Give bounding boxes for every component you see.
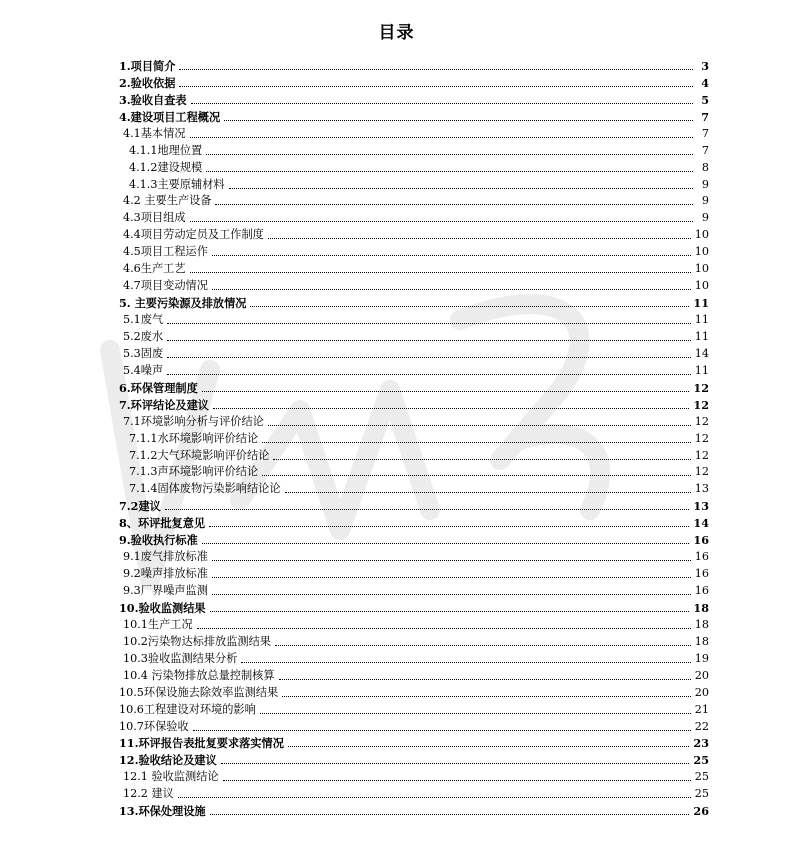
toc-entry-label: 7.1.1水环境影响评价结论 <box>129 431 259 445</box>
toc-entry-page: 11 <box>694 363 709 377</box>
toc-entry-label: 6.环保管理制度 <box>119 380 198 395</box>
toc-entry-page: 12 <box>693 380 709 395</box>
toc-entry-label: 7.环评结论及建议 <box>119 397 209 412</box>
toc-entry-page: 13 <box>693 499 709 514</box>
toc-entry-label: 4.1.1地理位置 <box>129 143 203 157</box>
toc-entry-label: 5.4噪声 <box>123 363 164 377</box>
toc-leader-dots <box>212 255 691 256</box>
toc-leader-dots <box>229 188 693 189</box>
toc-entry-label: 13.环保处理设施 <box>119 804 206 819</box>
toc-entry-label: 1.项目简介 <box>119 58 176 73</box>
toc-entry-page: 14 <box>693 516 709 531</box>
toc-entry[interactable] <box>119 242 709 259</box>
toc-entry-label: 12.验收结论及建议 <box>119 753 217 768</box>
toc-entry-page: 10 <box>694 279 709 293</box>
toc-entry[interactable] <box>119 784 709 801</box>
toc-entry-page: 10 <box>694 228 709 242</box>
toc-leader-dots <box>210 814 690 815</box>
toc-entry-page: 20 <box>694 685 709 699</box>
toc-leader-dots <box>275 645 691 646</box>
toc-entry[interactable] <box>119 73 709 90</box>
toc-leader-dots <box>193 730 691 731</box>
toc-entry[interactable] <box>119 547 709 564</box>
toc-entry[interactable] <box>119 293 709 310</box>
toc-entry[interactable] <box>119 276 709 293</box>
toc-leader-dots <box>191 103 693 104</box>
toc-entry-label: 4.7项目变动情况 <box>123 279 208 293</box>
toc-entry-page: 12 <box>694 465 709 479</box>
toc-entry[interactable] <box>119 479 709 496</box>
toc-entry-page: 12 <box>693 397 709 412</box>
toc-entry-page: 20 <box>694 668 709 682</box>
toc-entry[interactable] <box>119 598 709 615</box>
toc-entry-page: 25 <box>694 770 709 784</box>
toc-entry-label: 9.2噪声排放标准 <box>123 567 208 581</box>
toc-entry-label: 4.1.3主要原辅材料 <box>129 177 225 191</box>
toc-entry-label: 10.验收监测结果 <box>119 600 206 615</box>
toc-leader-dots <box>209 526 689 527</box>
toc-entry-page: 9 <box>701 194 709 208</box>
toc-entry[interactable] <box>119 717 709 734</box>
toc-entry-page: 19 <box>694 651 709 665</box>
toc-entry-label: 11.环评报告表批复要求落实情况 <box>119 736 284 751</box>
toc-leader-dots <box>212 289 691 290</box>
toc-entry[interactable] <box>119 496 709 513</box>
toc-entry-label: 5.3固废 <box>123 346 164 360</box>
toc-leader-dots <box>212 560 691 561</box>
toc-entry-page: 12 <box>694 448 709 462</box>
toc-leader-dots <box>262 475 691 476</box>
toc-leader-dots <box>212 594 691 595</box>
toc-leader-dots <box>268 425 691 426</box>
toc-entry-label: 10.7环保验收 <box>119 719 189 733</box>
toc-entry-page: 11 <box>693 296 709 311</box>
toc-entry-label: 7.2建议 <box>119 499 161 514</box>
toc-entry[interactable] <box>119 208 709 225</box>
toc-entry-page: 10 <box>694 262 709 276</box>
toc-entry-label: 10.1生产工况 <box>123 617 193 631</box>
toc-entry-label: 12.1 验收监测结论 <box>123 770 219 784</box>
toc-entry-page: 9 <box>701 177 709 191</box>
toc-entry[interactable] <box>119 446 709 463</box>
toc-entry-page: 11 <box>694 313 709 326</box>
toc-entry-label: 10.5环保设施去除效率监测结果 <box>119 685 279 699</box>
toc-leader-dots <box>215 204 693 205</box>
toc-entry-label: 8、环评批复意见 <box>119 516 206 531</box>
toc-entry-label: 9.1废气排放标准 <box>123 550 208 564</box>
toc-leader-dots <box>224 120 693 121</box>
toc-entry-label: 10.2污染物达标排放监测结果 <box>123 634 271 648</box>
toc-entry[interactable] <box>119 412 709 429</box>
toc-entry-label: 9.验收执行标准 <box>119 533 198 548</box>
toc-entry-label: 4.1.2建设规模 <box>129 160 203 174</box>
toc-entry[interactable] <box>119 90 709 107</box>
toc-leader-dots <box>190 272 691 273</box>
toc-leader-dots <box>179 69 693 70</box>
toc-entry-label: 4.建设项目工程概况 <box>119 109 221 124</box>
toc-entry-page: 10 <box>694 245 709 259</box>
page-title: 目录 <box>378 23 415 43</box>
toc-entry-label: 5. 主要污染源及排放情况 <box>119 296 247 311</box>
toc-entry[interactable] <box>119 734 709 751</box>
toc-entry[interactable] <box>119 632 709 649</box>
toc-entry[interactable] <box>119 463 709 480</box>
toc-leader-dots <box>223 780 691 781</box>
toc-entry-page: 18 <box>694 617 709 631</box>
toc-entry-page: 22 <box>694 719 709 733</box>
toc-entry[interactable] <box>119 158 709 175</box>
toc-entry-label: 10.6工程建设对环境的影响 <box>119 702 256 716</box>
toc-entry-label: 12.2 建议 <box>123 787 174 801</box>
toc-entry-page: 7 <box>701 143 709 157</box>
toc-entry-label: 7.1.3声环境影响评价结论 <box>129 465 259 479</box>
toc-leader-dots <box>268 238 691 239</box>
toc-entry[interactable] <box>119 581 709 598</box>
toc-entry-label: 2.验收依据 <box>119 75 176 90</box>
toc-entry[interactable] <box>119 327 709 344</box>
toc-entry-label: 4.6生产工艺 <box>123 262 186 276</box>
toc-leader-dots <box>167 340 691 341</box>
toc-entry[interactable] <box>119 750 709 767</box>
toc-leader-dots <box>282 696 691 697</box>
toc-leader-dots <box>206 171 693 172</box>
toc-leader-dots <box>206 154 693 155</box>
toc-entry[interactable] <box>119 141 709 158</box>
toc-entry-page: 25 <box>694 787 709 801</box>
toc-leader-dots <box>262 442 691 443</box>
toc-entry-label: 3.验收自查表 <box>119 92 187 107</box>
toc-entry-page: 8 <box>701 160 709 174</box>
toc-entry[interactable] <box>119 530 709 547</box>
toc-entry-page: 16 <box>693 533 709 548</box>
toc-entry[interactable] <box>119 429 709 446</box>
toc-entry-page: 23 <box>693 736 709 751</box>
toc-entry-label: 10.3验收监测结果分析 <box>123 651 238 665</box>
toc-leader-dots <box>288 746 690 747</box>
toc-entry-label: 4.2 主要生产设备 <box>123 194 212 208</box>
toc-entry-label: 4.4项目劳动定员及工作制度 <box>123 228 264 242</box>
toc-leader-dots <box>167 323 691 324</box>
toc-entry-page: 26 <box>693 804 709 819</box>
toc-entry-page: 3 <box>701 58 709 73</box>
toc-entry-label: 4.5项目工程运作 <box>123 245 208 259</box>
toc-entry[interactable] <box>119 564 709 581</box>
toc-entry-label: 4.3项目组成 <box>123 211 186 225</box>
toc-entry[interactable] <box>119 124 709 141</box>
toc-leader-dots <box>190 221 693 222</box>
toc-entry-page: 11 <box>694 329 709 343</box>
toc-leader-dots <box>210 611 690 612</box>
toc-entry[interactable] <box>119 513 709 530</box>
toc-entry[interactable] <box>119 801 709 818</box>
toc-entry[interactable] <box>119 361 709 378</box>
toc-entry-label: 7.1环境影响分析与评价结论 <box>123 414 264 428</box>
toc-entry[interactable] <box>119 310 709 327</box>
toc-entry[interactable] <box>119 666 709 683</box>
toc-leader-dots <box>285 492 691 493</box>
toc-entry-page: 25 <box>693 753 709 768</box>
toc-entry-label: 5.1废气 <box>123 313 164 326</box>
toc-entry[interactable] <box>119 56 709 73</box>
toc-entry-label: 5.2废水 <box>123 329 164 343</box>
toc-entry-page: 16 <box>694 550 709 564</box>
toc-entry[interactable] <box>119 649 709 666</box>
toc-entry-page: 16 <box>694 584 709 597</box>
toc-entry-page: 18 <box>694 634 709 648</box>
toc-leader-dots <box>212 577 691 578</box>
toc-entry-page: 9 <box>701 211 709 225</box>
toc-entry[interactable] <box>119 175 709 192</box>
toc-leader-dots <box>202 543 690 544</box>
toc-entry-page: 13 <box>694 482 709 496</box>
toc-leader-dots <box>260 713 691 714</box>
toc-entry-page: 12 <box>694 431 709 445</box>
toc-leader-dots <box>250 306 689 307</box>
toc-entry[interactable] <box>119 192 709 209</box>
toc-leader-dots <box>167 374 691 375</box>
toc-entry-page: 18 <box>693 600 709 615</box>
toc-leader-dots <box>279 679 691 680</box>
toc-entry-page: 7 <box>701 126 709 140</box>
toc-entry-label: 7.1.2大气环境影响评价结论 <box>129 448 270 462</box>
toc-entry[interactable] <box>119 225 709 242</box>
toc-leader-dots <box>165 509 690 510</box>
toc-entry[interactable] <box>119 395 709 412</box>
toc-leader-dots <box>179 86 693 87</box>
toc-leader-dots <box>178 797 691 798</box>
toc-entry[interactable] <box>119 683 709 700</box>
toc-entry[interactable] <box>119 259 709 276</box>
toc-leader-dots <box>241 662 690 663</box>
toc-leader-dots <box>202 391 690 392</box>
toc-entry[interactable] <box>119 344 709 361</box>
toc-leader-dots <box>167 357 691 358</box>
toc-entry-label: 4.1基本情况 <box>123 126 186 140</box>
toc-entry-page: 16 <box>694 567 709 581</box>
toc-entry[interactable] <box>119 615 709 632</box>
toc-entry[interactable] <box>119 378 709 395</box>
toc-entry-page: 7 <box>701 109 709 124</box>
toc-entry[interactable] <box>119 767 709 784</box>
toc-entry-page: 14 <box>694 346 709 360</box>
toc-entry-page: 21 <box>694 702 709 716</box>
toc-entry[interactable] <box>119 107 709 124</box>
table-of-contents <box>119 56 709 818</box>
toc-leader-dots <box>213 408 689 409</box>
toc-entry-label: 9.3厂界噪声监测 <box>123 584 208 597</box>
toc-entry-page: 12 <box>694 414 709 428</box>
toc-leader-dots <box>273 459 690 460</box>
toc-entry[interactable] <box>119 700 709 717</box>
toc-leader-dots <box>190 137 693 138</box>
toc-entry-label: 10.4 污染物排放总量控制核算 <box>123 668 275 682</box>
toc-entry-page: 5 <box>701 92 709 107</box>
toc-entry-page: 4 <box>701 75 709 90</box>
toc-entry-label: 7.1.4固体废物污染影响结论论 <box>129 482 281 496</box>
toc-leader-dots <box>221 763 690 764</box>
toc-leader-dots <box>197 628 691 629</box>
